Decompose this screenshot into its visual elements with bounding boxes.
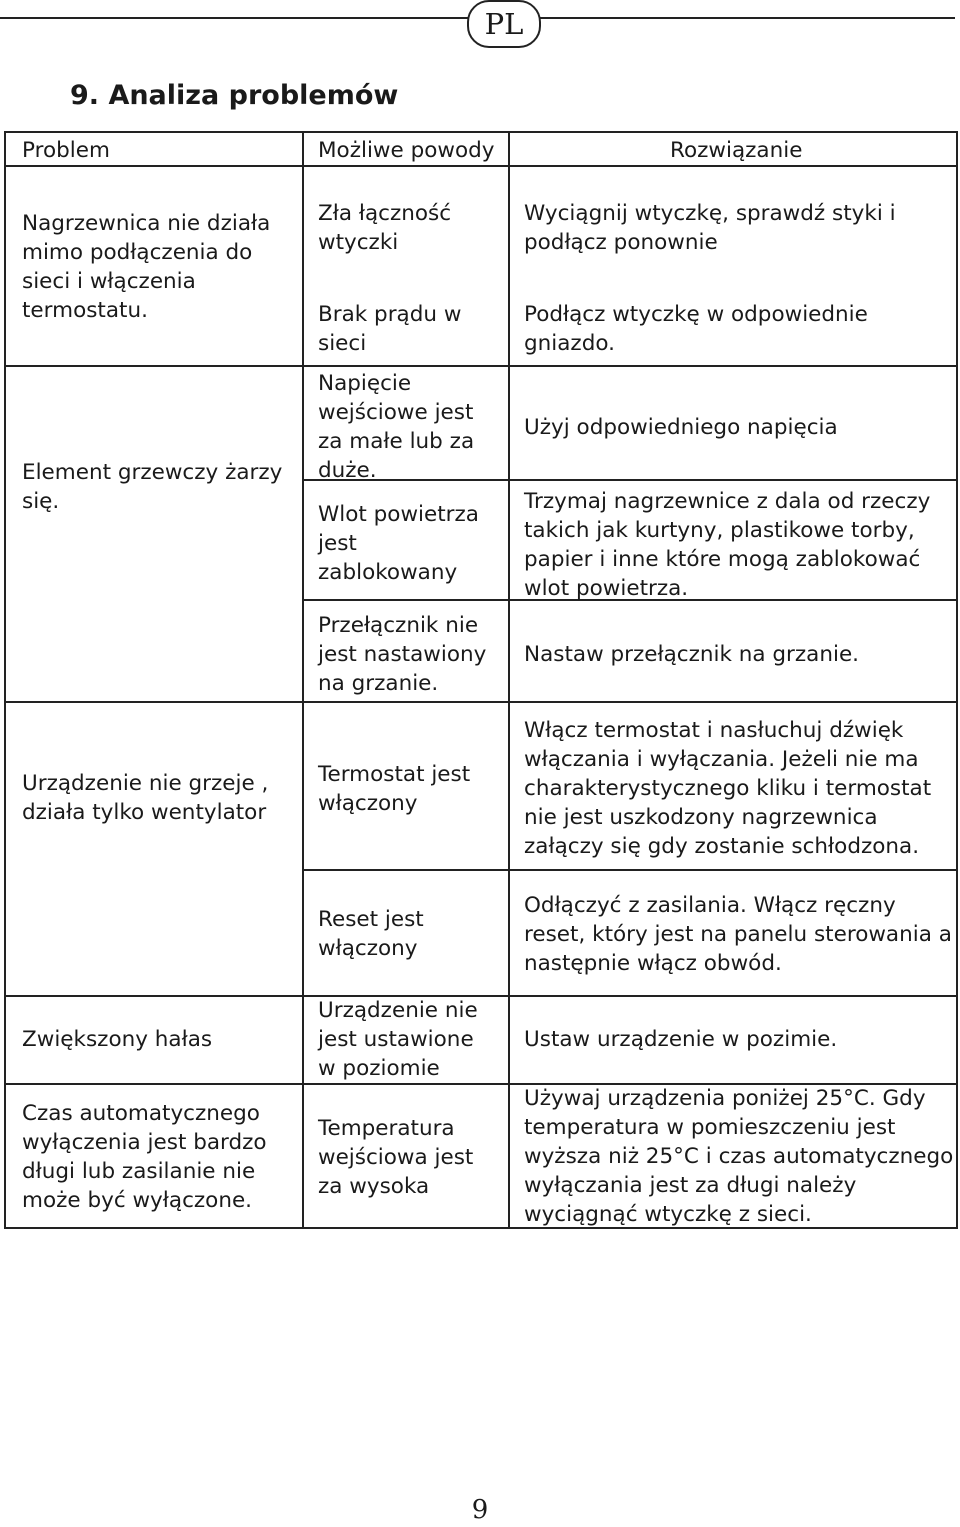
cause-cell: Wlot powietrza jest zablokowany [318,502,479,585]
solution-cell: Wyciągnij wtyczkę, sprawdź styki i podłącz ponownie [524,201,896,255]
column-header-problem: Problem [22,138,110,163]
problem-cell: Nagrzewnica nie działa mimo podłączenia do sieci i włączenia termostatu. [22,211,271,323]
cause-cell: Zła łączność wtyczki [318,201,452,255]
col-divider [302,167,304,1229]
solution-cell: Trzymaj nagrzewnice z dala od rzeczy takich jak kurtyny, plastikowe torby, papier i inne które mogą zablokować wlot powietrza. [524,489,931,601]
problem-cell: Czas automatycznego wyłączenia jest bardzo długi lub zasilanie nie może być wyłączone. [22,1101,267,1213]
solution-cell: Używaj urządzenia poniżej 25°C. Gdy temperatura w pomieszczeniu jest wyższa niż 25°C i czas automatycznego wyłączania jest za długi należy wyciągnąć wtyczkę z sieci. [524,1086,954,1227]
cause-cell: Brak prądu w sieci [318,302,462,356]
row-rule [6,701,302,703]
cause-cell: Reset jest włączony [318,907,424,961]
col-divider [302,133,304,165]
column-header-causes: Możliwe powody [318,138,495,163]
cause-cell: Przełącznik nie jest nastawiony na grzanie. [318,613,487,696]
header-rule [6,165,956,167]
cause-cell: Napięcie wejściowe jest za małe lub za duże. [318,371,475,483]
solution-cell: Ustaw urządzenie w pozimie. [524,1027,838,1052]
row-rule [6,365,302,367]
row-rule [302,701,956,703]
row-rule [6,995,302,997]
solution-cell: Podłącz wtyczkę w odpowiednie gniazdo. [524,302,868,356]
column-header-solution: Rozwiązanie [670,138,803,163]
page-number: 9 [471,1495,489,1525]
row-rule [302,869,956,871]
solution-cell: Nastaw przełącznik na grzanie. [524,642,860,667]
row-rule [6,1083,302,1085]
language-badge: PL [467,0,541,48]
cause-cell: Termostat jest włączony [318,762,471,816]
problem-cell: Element grzewczy żarzy się. [22,460,283,514]
problem-cell: Urządzenie nie grzeje , działa tylko wentylator [22,771,269,825]
problem-cell: Zwiększony hałas [22,1027,213,1052]
solution-cell: Włącz termostat i nasłuchuj dźwięk włączania i wyłączania. Jeżeli nie ma charakterystycznego kliku i termostat nie jest uszkodzony nagrzewnica załączy się gdy zostanie schłodzona. [524,718,932,859]
row-rule [302,365,956,367]
cause-cell: Temperatura wejściowa jest za wysoka [318,1116,474,1199]
col-divider [508,167,510,1229]
section-title: 9. Analiza problemów [70,80,399,111]
col-divider [508,133,510,165]
cause-cell: Urządzenie nie jest ustawione w poziomie [318,998,478,1081]
solution-cell: Odłączyć z zasilania. Włącz ręczny reset, który jest na panelu sterowania a następnie włącz obwód. [524,893,952,976]
troubleshooting-table [4,131,958,1229]
solution-cell: Użyj odpowiedniego napięcia [524,415,838,440]
